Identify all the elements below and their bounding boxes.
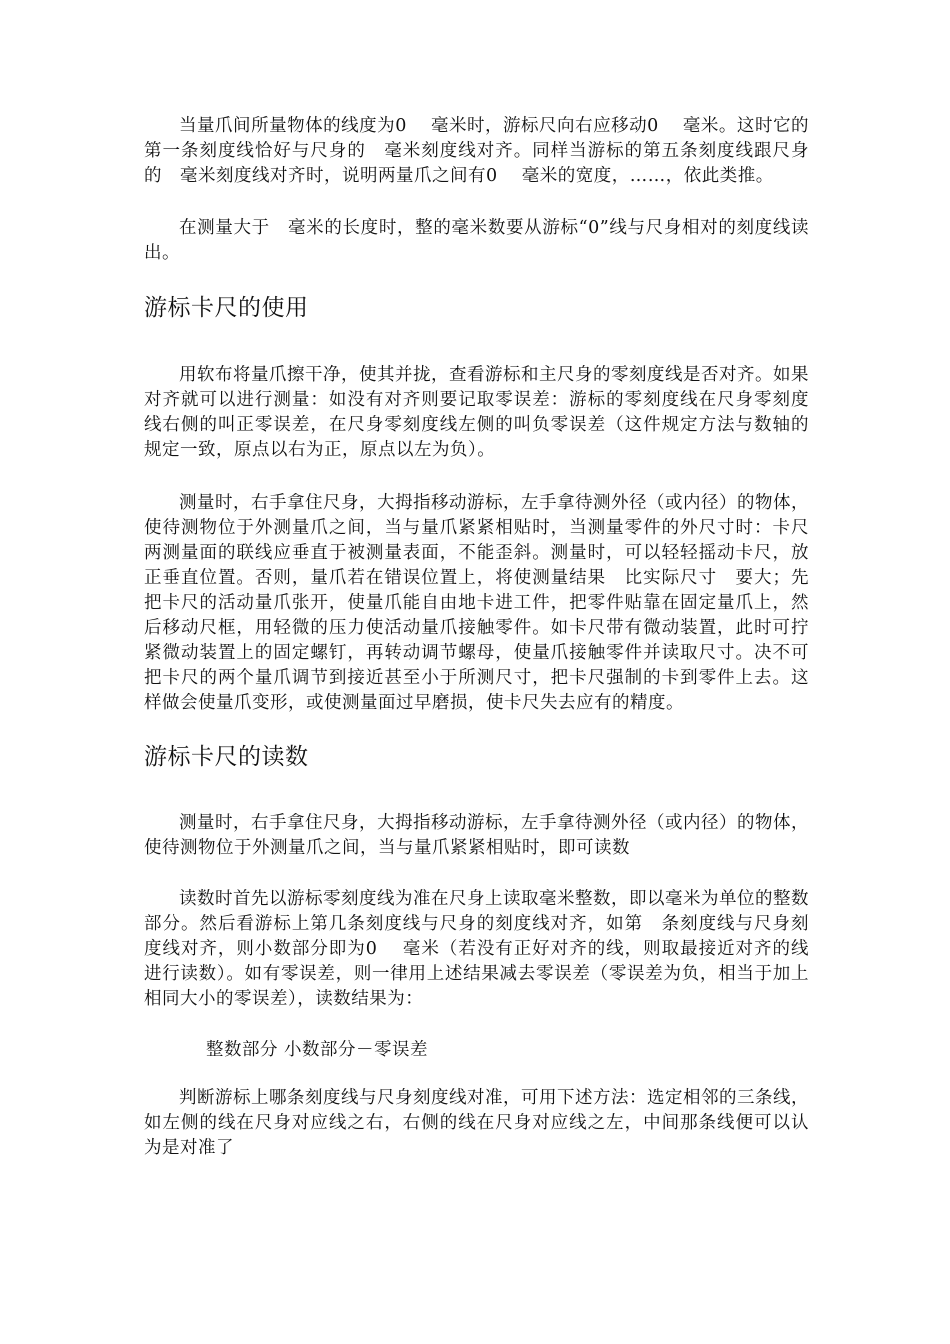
paragraph-measuring-procedure: 测量时，右手拿住尺身，大拇指移动游标，左手拿待测外径（或内径）的物体，使待测物位于外测量爪之间，当与量爪紧紧相贴时，当测量零件的外尺寸时：卡尺两测量面的联线应垂直于被测量表面，不能歪斜。测量时，可以轻轻摇动卡尺，放正垂直位置。否则，量爪若在错误位置上，将使测量结果 比实际尺寸 要大；先把卡尺的活动量爪张开，使量爪能自由地卡进工件，把零件贴靠在固定量爪上，然后移动尺框，用轻微的压力使活动量爪接触零件。如卡尺带有微动装置，此时可拧紧微动装置上的固定螺钉，再转动调节螺母，使量爪接触零件并读取尺寸。决不可把卡尺的两个量爪调节到接近甚至小于所测尺寸，把卡尺强制的卡到零件上去。这样做会使量爪变形，或使测量面过早磨损，使卡尺失去应有的精度。 <box>144 493 809 713</box>
paragraph-vernier-principle: 当量爪间所量物体的线度为0 毫米时，游标尺向右应移动0 毫米。这时它的第一条刻度线恰好与尺身的 毫米刻度线对齐。同样当游标的第五条刻度线跟尺身的 毫米刻度线对齐时，说明两量爪之间有0 毫米的宽度，……，依此类推。 <box>144 116 809 186</box>
paragraph-integer-reading: 在测量大于 毫米的长度时，整的毫米数要从游标“0”线与尺身相对的刻度线读出。 <box>144 218 809 263</box>
section-heading-usage: 游标卡尺的使用 <box>144 295 309 321</box>
paragraph-alignment-check: 判断游标上哪条刻度线与尺身刻度线对准，可用下述方法：选定相邻的三条线，如左侧的线在尺身对应线之右，右侧的线在尺身对应线之左，中间那条线便可以认为是对准了 <box>144 1088 809 1158</box>
document-page <box>144 110 809 1161</box>
paragraph-zero-error: 用软布将量爪擦干净，使其并拢，查看游标和主尺身的零刻度线是否对齐。如果对齐就可以进行测量：如没有对齐则要记取零误差：游标的零刻度线在尺身零刻度线右侧的叫正零误差，在尺身零刻度线左侧的叫负零误差（这件规定方法与数轴的规定一致，原点以右为正，原点以左为负）。 <box>144 365 809 460</box>
reading-formula: 整数部分 小数部分－零误差 <box>206 1040 429 1060</box>
paragraph-hold-caliper: 测量时，右手拿住尺身，大拇指移动游标，左手拿待测外径（或内径）的物体，使待测物位于外测量爪之间，当与量爪紧紧相贴时，即可读数 <box>144 813 809 858</box>
section-heading-reading: 游标卡尺的读数 <box>144 744 309 770</box>
paragraph-reading-method: 读数时首先以游标零刻度线为准在尺身上读取毫米整数，即以毫米为单位的整数部分。然后看游标上第几条刻度线与尺身的刻度线对齐，如第 条刻度线与尺身刻度线对齐，则小数部分即为0 毫米（若没有正好对齐的线，则取最接近对齐的线进行读数）。如有零误差，则一律用上述结果减去零误差（零误差为负，相当于加上相同大小的零误差），读数结果为： <box>144 889 809 1009</box>
